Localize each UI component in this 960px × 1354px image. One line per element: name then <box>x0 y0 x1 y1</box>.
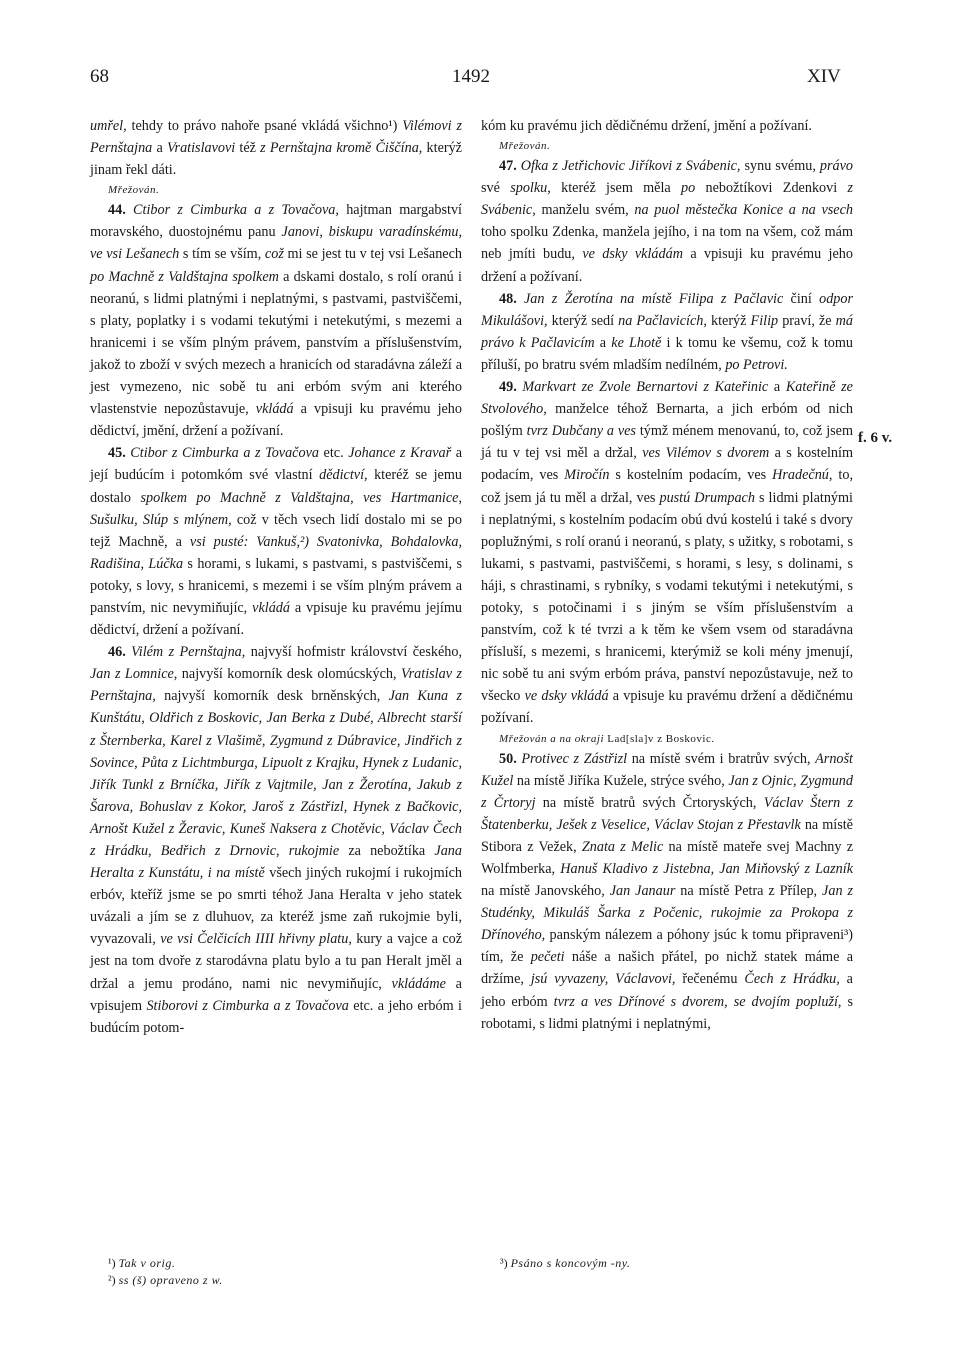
italic-text: ve dsky vkládá <box>524 688 609 705</box>
text-run: panským nálezem a póhony jsúc k tomu připraveni³) tím, že <box>481 927 853 966</box>
italic-text: Čech z Hrádku, <box>744 971 840 988</box>
text-run: na místě mateře svej Machny z Wolfmberka, <box>481 838 853 877</box>
italic-text: Arnošt Kužel <box>481 750 853 789</box>
entry-note <box>90 181 462 199</box>
text-run: kterýž sedí <box>547 312 619 329</box>
text-run: manželce téhož Bernarta, a jich erbóm od nich pošlým <box>481 401 853 440</box>
text-run: najvyší komorník desk olomúcských, <box>177 666 402 683</box>
entry-number: 45. <box>108 445 126 462</box>
text-run: kterýž jinam řekl dáti. <box>90 140 462 179</box>
italic-text: tvrz Dubčany a ves <box>526 423 636 440</box>
italic-text: Kateřině ze Stvolového, <box>481 379 853 418</box>
italic-text: Jan Kuna z Kunštátu, Oldřich z Boskovic, Jan Berka z Dubé, Albrecht starší z Šternberka, Karel z Vlašimě, Zygmund z Dúbravice, Jindřich z Sovince, Půta z Lichtmburga, Lipuolt z Krajku, Hynek z Ludanic, Jiřík Tunkl z Brníčka, Jiřík z Vajtmile, Jan z Žerotína, Jakub z Šarova, Bohuslav z Kokor, Jaroš z Zástřizl, Hynek z Bačkovic, Arnošt Kužel z Žeravic, Kuneš Naksera z Chotěvic, Václav Čech z Hrádku, Bedřich z Drnovic, rukojmie <box>90 688 463 859</box>
text-run: a <box>594 334 612 351</box>
footnotes-right <box>500 1255 630 1272</box>
italic-text: spolku, <box>510 180 551 197</box>
footnote-marker: ²) <box>108 1273 119 1287</box>
text-paragraph <box>481 115 853 137</box>
italic-text: po <box>681 180 696 197</box>
text-run: nebožtíkovi Zdenkovi <box>695 180 848 197</box>
entry-paragraph <box>90 442 462 641</box>
italic-text: ke Lhotě <box>611 334 662 351</box>
footnote-text: Psáno s koncovým -ny. <box>510 1256 631 1270</box>
italic-text: Vilém z Pernštajna, <box>125 644 246 661</box>
text-run: náše a našich přátel, po nichž statek máme a držíme, <box>481 949 854 988</box>
italic-text: tvrz a ves Dřínové s dvorem, se dvojím popluží, <box>553 993 842 1010</box>
italic-text: Mřežován a na okraji <box>499 732 605 745</box>
italic-text: vkládáme <box>391 975 446 992</box>
text-run: toho spolku Zdenka, manžela jejího, i na tom na všem, což mám neb jmíti budu, <box>481 224 853 263</box>
italic-text: Miročín <box>564 467 610 484</box>
text-run: a vpisuji ku pravému jeho držení a požívaní. <box>481 246 853 285</box>
text-run: a její budúcím i potomkóm své vlastní <box>90 445 462 484</box>
italic-text: Ofka z Jetřichovic Jiříkovi z Svábenic, <box>516 158 741 175</box>
text-run: týmž ménem menovanú, to, což jsem já tu v tej vsi měl a držal, <box>481 423 854 462</box>
italic-text: dědictví, <box>319 467 368 484</box>
italic-text: Vilémovi z Pernštajna <box>90 118 462 157</box>
italic-text: Johance z Kravař <box>348 445 452 462</box>
margin-folio-note: f. 6 v. <box>858 430 893 446</box>
italic-text: Jan z Lomnice, <box>90 666 178 683</box>
text-run: s robotami, s lidmi platnými i neplatnými, <box>481 993 853 1032</box>
footnote-marker: ³) <box>500 1256 511 1270</box>
italic-text: Janovi, biskupu varadínskému, ve vsi Lešanech <box>90 224 462 263</box>
text-run: na místě Jiříka Kužele, strýce svého, <box>513 772 729 789</box>
text-run: což v těch vsech lidí dostalo mi se po tejž Machně, a <box>90 511 462 550</box>
text-run: etc. <box>318 445 349 462</box>
italic-text: právo <box>819 158 853 175</box>
entry-paragraph <box>481 748 853 1035</box>
italic-text: odpor Mikulášovi, <box>481 290 853 329</box>
italic-text: pečeti <box>530 949 565 966</box>
text-run: Lad[sla]v z Boskovic. <box>604 732 715 745</box>
text-run: a s kostelním podacím, ves <box>481 445 854 484</box>
text-run: též <box>235 140 261 157</box>
text-run: najvyší hofmistr království českého, <box>245 644 462 661</box>
text-run: své <box>481 180 511 197</box>
text-run: tehdy to právo nahoře psané vkládá všichno¹) <box>126 118 403 134</box>
italic-text: Hanuš Kladivo z Jistebna, Jan Miňovský z Lazník <box>560 861 853 877</box>
italic-text: ve vsi Čelčicích IIII hřivny platu, <box>160 931 352 948</box>
entry-paragraph <box>90 641 462 1039</box>
text-run: i k tomu ke všemu, což k tomu příluší, po bratru svém mladším nedílném, <box>481 334 853 373</box>
text-run: a vpisujem <box>90 975 462 1014</box>
entry-paragraph <box>90 199 462 442</box>
text-run: manželu svém, <box>535 202 635 219</box>
text-run: na místě Janovského, <box>481 883 610 900</box>
footnote-marker: ¹) <box>108 1256 119 1270</box>
italic-text: což <box>264 246 284 263</box>
italic-text: na Pačlavicích, <box>618 312 707 329</box>
page-number: 68 <box>90 66 109 87</box>
text-run: praví, že <box>778 312 836 329</box>
entry-number: 48. <box>499 290 517 307</box>
italic-text: Vratislavovi <box>166 140 236 157</box>
italic-text: Jan z Ojnic, Zygmund z Črtoryj <box>481 772 853 811</box>
italic-text: Jan z Žerotína na místě Filipa z Pačlavic <box>516 290 784 307</box>
italic-text: Protivec z Zástřizl <box>516 750 628 767</box>
italic-text: jsú vyvazeny, Václavovi, <box>530 971 676 988</box>
text-run: na místě Petra z Přílep, <box>675 883 823 900</box>
year-heading: 1492 <box>452 66 490 87</box>
italic-text: má právo k Pačlavicím <box>481 312 853 351</box>
text-run: a <box>152 140 167 157</box>
entry-paragraph <box>481 155 853 288</box>
italic-text: po Machně z Valdštajna spolkem <box>90 268 279 285</box>
footnote-text: Tak v orig. <box>118 1256 176 1270</box>
left-column <box>90 115 462 1039</box>
italic-text: vsi pusté: Vankuš,²) Svatonivka, Bohdalovka, Radišina, Lúčka <box>90 533 462 572</box>
italic-text: pustú Drumpach <box>659 489 755 506</box>
entry-number: 47. <box>499 158 517 175</box>
text-run: kteréž se jemu dostalo <box>90 467 462 506</box>
text-run: kteréž jsem měla <box>550 180 682 197</box>
italic-text: z Svábenic, <box>481 180 853 219</box>
italic-text: ves Vilémov s dvorem <box>642 445 770 462</box>
text-run: řečenému <box>675 971 745 988</box>
entry-paragraph <box>481 288 853 376</box>
italic-text: spolkem po Machně z Valdštajna, ves Hartmanice, Sušulku, Slúp s mlýnem, <box>90 489 463 528</box>
text-run: s lidmi platnými i neplatnými, s kostelním podacím obú dvú kostelú i také s dvory poplužnými, s rolí oranú i neoranú, s platy, s užitky, s robotami, s lukami, s pastvami, pastviščemi, s horami, s lesy, s dolinami, s háji, s chrastinami, s rybníky, s vodami tekutými i netekutými, s potoky, s potočinami i s jiným se vším příslušenstvím a panstvím, což k té tvrzi a k těm ke všem vsem od staradávna přísluší, s mezemi, s hranicemi, kterýmiž se koli mény jmenují, nic sobě tu ani svým erbóm práva, panství nepozůstavuje, než to všecko <box>481 489 853 705</box>
text-run: a jeho erbóm <box>481 971 853 1010</box>
italic-text: Hradečnú, <box>772 467 833 484</box>
italic-text: Jan Janaur <box>609 883 676 900</box>
footnote <box>108 1255 223 1272</box>
italic-text: Filip <box>750 312 779 329</box>
text-run: činí <box>783 290 820 307</box>
entry-note <box>481 730 853 748</box>
italic-text: po Petrovi. <box>725 356 788 373</box>
text-run: všech jiných rukojmí i rukojmích erbóv, kteříž jsme se po smrti téhož Jana Heralta v jeho statek uvázali a jím se z dluhuov, za kteréž jsme zaň rukojmie byli, vyvazovali, <box>90 865 462 948</box>
footnotes-left <box>108 1255 223 1289</box>
text-run: synu svému, <box>740 158 820 175</box>
italic-text: Jan z Studénky, Mikuláš Šarka z Počenic, rukojmie za Prokopa z Dřínového, <box>481 883 853 944</box>
text-run: kterýž <box>706 312 751 329</box>
italic-text: Mřežován. <box>108 184 160 197</box>
text-run: etc. a jeho erbóm i budúcím potom- <box>90 997 462 1036</box>
footnote <box>500 1255 630 1272</box>
italic-text: ve dsky vkládám <box>582 246 683 263</box>
entry-note <box>481 137 853 155</box>
text-run: na místě Stibora z Vežek, <box>481 816 853 855</box>
text-run: hajtman margabství moravského, duostojnému panu <box>90 202 462 241</box>
italic-text: Václav Štern z Štatenberku, Ješek z Veselice, Václav Stojan z Přestavlk <box>481 794 853 833</box>
italic-text: umřel, <box>90 118 127 134</box>
entry-number: 44. <box>108 202 126 219</box>
text-run: na místě bratrů svých Črtoryských, <box>535 794 764 811</box>
italic-text: vkládá <box>252 599 290 616</box>
italic-text: na puol městečka Konice a na vsech <box>634 202 853 219</box>
text-run: s tím se vším, <box>179 246 265 263</box>
text-run: mi se jest tu v tej vsi Lešanech <box>283 246 462 263</box>
entry-number: 50. <box>499 750 517 767</box>
text-run: kury a vajce a což jest na tom dvoře z starodávna platu bylo a tu pan Heralt jměl a držal a jemu prodáno, nami nic nevymiňujíc, <box>90 931 463 992</box>
italic-text: z Pernštajna kromě Čiščína, <box>260 140 423 157</box>
italic-text: Ctibor z Cimburka a z Tovačova, <box>125 202 339 219</box>
text-run: a vpisuje ku pravému jejímu dědictví, držení a požívaní. <box>90 599 463 639</box>
italic-text: Znata z Melic <box>581 838 664 855</box>
italic-text: Stiborovi z Cimburka a z Tovačova <box>146 997 349 1014</box>
text-run: za nebožtíka <box>339 843 435 859</box>
text-run: to, což jsem já tu měl a držal, ves <box>481 467 853 506</box>
text-run: a <box>768 379 786 396</box>
italic-text: Jana Heralta z Kunstátu, i na místě <box>90 843 462 882</box>
italic-text: vkládá <box>255 401 294 418</box>
text-run: a dskami dostalo, s rolí oranú i neoranú, s lidmi platnými i neplatnými, s pastvami, pastviščemi, s platy, poplatky i s vodami tekutými i netekutými, s mezemi a hranicemi i se vším plným právem, panstvím a příslušenstvím, jakož to zboží v svých mezech a hranicích od staradávna záleží a jest vymezeno, nic sobě tu ani erbóm svým ani kterého vlastenstvie nepozůstavuje, <box>90 268 462 418</box>
entry-number: 49. <box>499 379 517 396</box>
text-run: najvyší komorník desk brněnských, <box>155 688 389 705</box>
text-run: kóm ku pravému jich dědičnému držení, jmění a požívaní. <box>481 118 812 134</box>
text-run: a vpisuji ku pravému jeho dědictví, jmění, držení a požívaní. <box>90 401 462 440</box>
right-column <box>481 115 853 1035</box>
italic-text: Ctibor z Cimburka a z Tovačova <box>125 445 319 462</box>
italic-text: Markvart ze Zvole Bernartovi z Kateřinic <box>516 379 769 396</box>
footnote-text: ss (š) opraveno z w. <box>118 1273 223 1287</box>
volume-number: XIV <box>807 66 841 87</box>
entry-paragraph <box>481 376 853 730</box>
text-run: s kostelním podacím, ves <box>609 467 773 484</box>
text-run: s horami, s lukami, s pastvami, s pastviščemi, s potoky, s lovy, s hranicemi, s mezemi i se vším plným právem a panstvím, nic nevymiňujíc, <box>90 555 462 616</box>
text-run: a vpisuje ku pravému držení a dědičnému požívaní. <box>481 688 853 727</box>
italic-text: Vratislav z Pernštajna, <box>90 666 462 705</box>
entry-number: 46. <box>108 644 126 661</box>
footnote <box>108 1272 223 1289</box>
text-run: na místě svém i bratrův svých, <box>627 750 816 767</box>
italic-text: Mřežován. <box>499 140 551 153</box>
text-paragraph <box>90 115 462 181</box>
